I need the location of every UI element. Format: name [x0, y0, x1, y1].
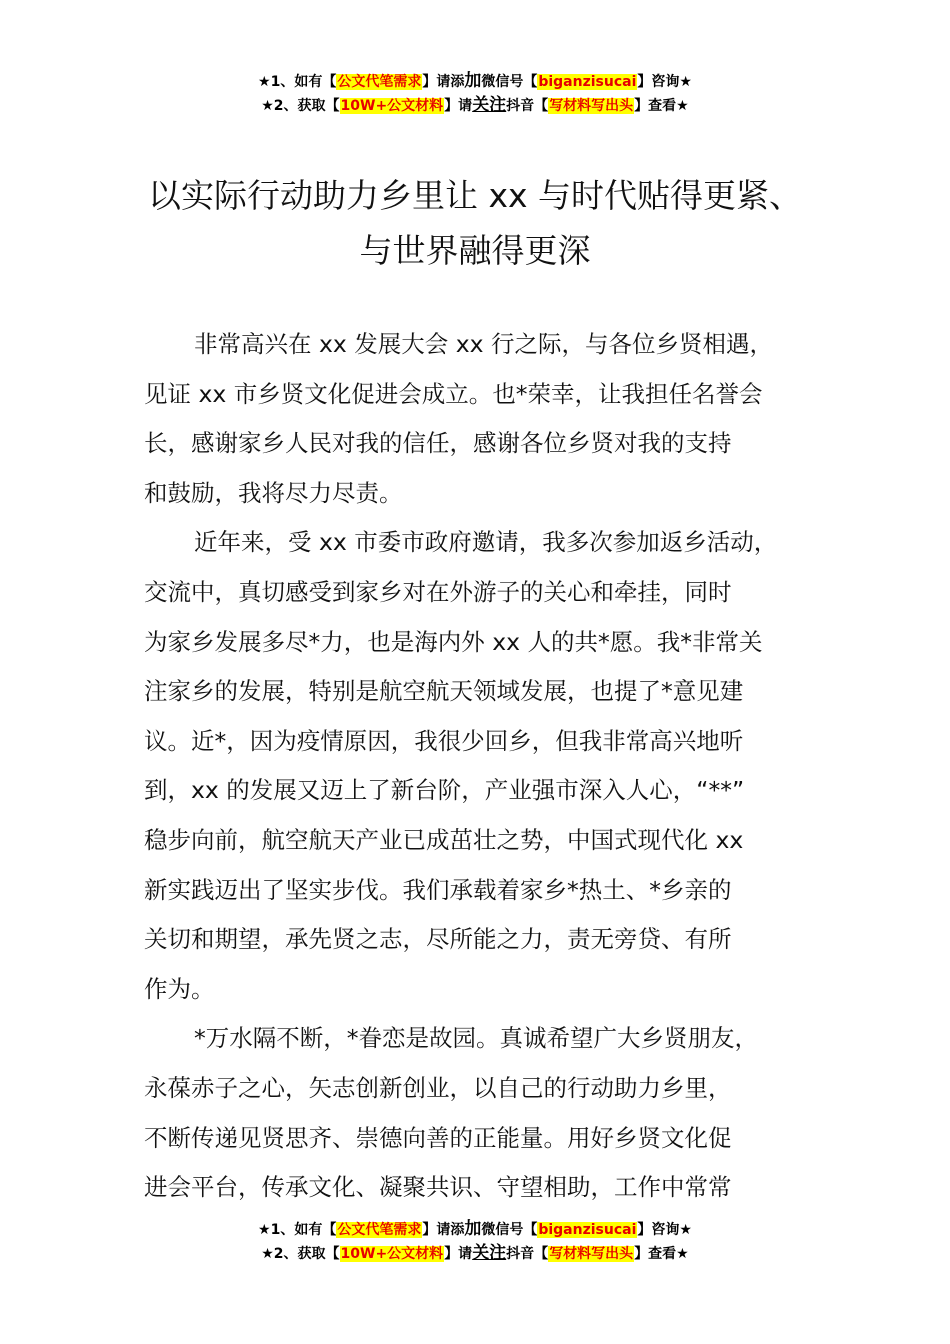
- highlight-service: 公文代笔需求: [337, 1222, 422, 1238]
- highlight-service: 公文代笔需求: [337, 74, 422, 90]
- highlight-wechat-id: biganzisucai: [538, 1222, 637, 1238]
- highlight-douyin-account: 写材料写出头: [549, 1246, 634, 1262]
- paragraph-line: 稳步向前，航空航天产业已成茁壮之势，中国式现代化 xx: [144, 825, 744, 854]
- title-line: 与世界融得更深: [359, 231, 591, 270]
- paragraph-line: 和鼓励，我将尽力尽责。: [144, 478, 403, 507]
- paragraph-line: 新实践迈出了坚实步伐。我们承载着家乡*热土、*乡亲的: [144, 875, 732, 904]
- highlight-materials: 10W+公文材料: [340, 98, 444, 114]
- paragraph-line: 注家乡的发展，特别是航空航天领域发展，也提了*意见建: [144, 677, 744, 706]
- banner-line-1: ★1、如有【公文代笔需求】请添加微信号【biganzisucai】咨询★: [258, 1219, 692, 1239]
- highlight-wechat-id: biganzisucai: [538, 74, 637, 90]
- document-body: [144, 320, 816, 1213]
- banner-line-2: ★2、获取【10W+公文材料】请关注抖音【写材料写出头】查看★: [261, 1243, 689, 1263]
- paragraph-line: 到，xx 的发展又迈上了新台阶，产业强市深入人心，“**”: [144, 776, 745, 805]
- header-banner: [0, 70, 950, 118]
- paragraph-line: 进会平台，传承文化、凝聚共识、守望相助，工作中常常: [144, 1173, 732, 1202]
- paragraph-line: *万水隔不断，*眷恋是故园。真诚希望广大乡贤朋友，: [194, 1024, 758, 1053]
- paragraph-line: 非常高兴在 xx 发展大会 xx 行之际，与各位乡贤相遇，: [194, 330, 774, 358]
- paragraph-line: 永葆赤子之心，矢志创新创业，以自己的行动助力乡里，: [144, 1073, 732, 1102]
- paragraph-line: 长，感谢家乡人民对我的信任，感谢各位乡贤对我的支持: [144, 429, 732, 458]
- paragraph-line: 作为。: [144, 974, 215, 1003]
- footer-banner: [0, 1218, 950, 1266]
- paragraph-line: 关切和期望，承先贤之志，尽所能之力，责无旁贷、有所: [144, 925, 732, 954]
- banner-line-2: ★2、获取【10W+公文材料】请关注抖音【写材料写出头】查看★: [261, 95, 689, 115]
- title-line: 以实际行动助力乡里让 xx 与时代贴得更紧、: [147, 176, 803, 215]
- paragraph-line: 议。近*，因为疫情原因，我很少回乡，但我非常高兴地听: [144, 726, 744, 755]
- paragraph-line: 不断传递见贤思齐、崇德向善的正能量。用好乡贤文化促: [144, 1123, 732, 1152]
- paragraph-line: 近年来，受 xx 市委市政府邀请，我多次参加返乡活动，: [194, 528, 778, 557]
- paragraph-line: 为家乡发展多尽*力，也是海内外 xx 人的共*愿。我*非常关: [144, 627, 763, 656]
- paragraph-line: 交流中，真切感受到家乡对在外游子的关心和牵挂，同时: [144, 577, 732, 606]
- document-title: [120, 168, 830, 278]
- highlight-douyin-account: 写材料写出头: [549, 98, 634, 114]
- paragraph-line: 见证 xx 市乡贤文化促进会成立。也*荣幸，让我担任名誉会: [144, 379, 763, 408]
- banner-line-1: ★1、如有【公文代笔需求】请添加微信号【biganzisucai】咨询★: [258, 71, 692, 91]
- highlight-materials: 10W+公文材料: [340, 1246, 444, 1262]
